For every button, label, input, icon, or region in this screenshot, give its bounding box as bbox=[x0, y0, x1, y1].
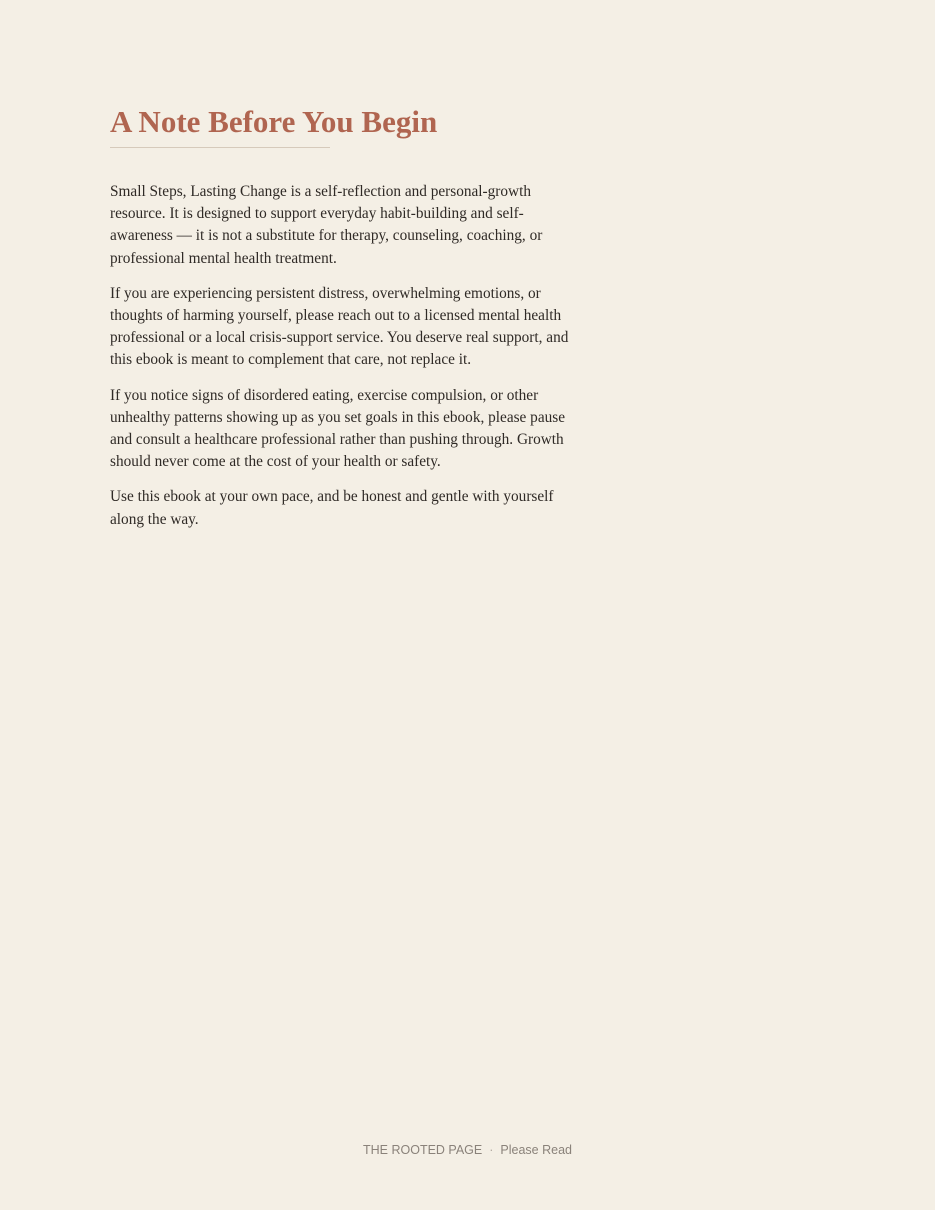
footer-brand: THE ROOTED PAGE bbox=[363, 1143, 483, 1157]
paragraph-intro: Small Steps, Lasting Change is a self-reflection and personal-growth resource. It is designed to support everyday habit-building and self-awareness — it is not a substitute for therapy, counseling, coaching, or professional mental health treatment. bbox=[110, 183, 543, 267]
paragraph-health-warning: If you notice signs of disordered eating, exercise compulsion, or other unhealthy patterns showing up as you set goals in this ebook, please pause and consult a healthcare professional rather than pushing through. Growth should never come at the cost of your health or safety. bbox=[110, 386, 566, 471]
page-footer bbox=[0, 1141, 935, 1159]
paragraph-crisis-support: If you are experiencing persistent distress, overwhelming emotions, or thoughts of harming yourself, please reach out to a licensed mental health professional or a local crisis-support service. You deserve real support, and this ebook is meant to complement that care, not replace it. bbox=[110, 284, 569, 369]
footer-separator: · bbox=[489, 1143, 494, 1157]
title-divider bbox=[110, 147, 330, 148]
paragraph-closing: Use this ebook at your own pace, and be honest and gentle with yourself along the way. bbox=[110, 488, 554, 528]
footer-section: Please Read bbox=[500, 1143, 572, 1157]
page-content bbox=[110, 100, 580, 544]
page-title: A Note Before You Begin bbox=[110, 104, 438, 139]
